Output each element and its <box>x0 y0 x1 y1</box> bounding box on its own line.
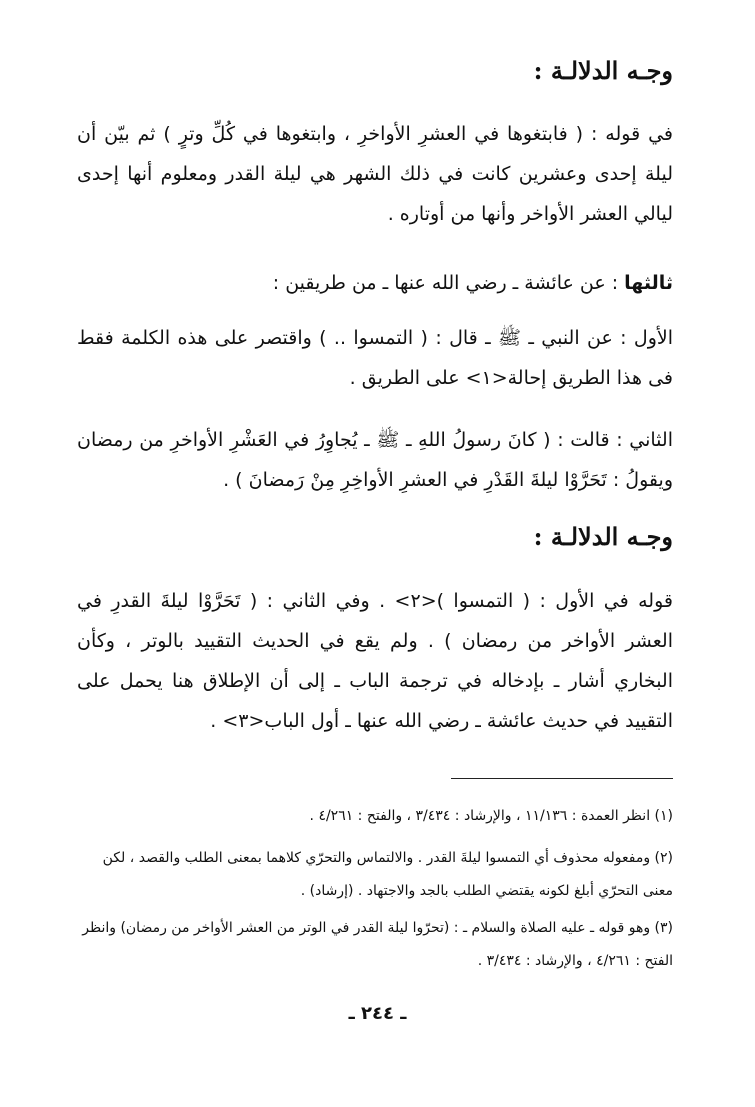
third-text: : عن عائشة ـ رضي الله عنها ـ من طريقين : <box>272 272 625 294</box>
paragraph-evidence-2: قوله في الأول : ( التمسوا )<٢> . وفي الثاني : ( تَحَرَّوْا ليلةَ القدرِ في العشر الأواخر من رمضان ) . ولم يقع في الحديث التقييد بالوتر ، وكأن البخاري أشار ـ بإدخاله في ترجمة الباب ـ إلى أن الإطلاق هنا يحمل على التقييد في حديث عائشة ـ رضي الله عنها ـ أول الباب<٣> . <box>77 590 673 732</box>
paragraph-third-narration <box>77 263 673 303</box>
page-number: ـ ٢٤٤ ـ <box>348 1003 407 1024</box>
footnote-separator <box>451 778 673 779</box>
section-heading-evidence-2: وجـه الدلالـة : <box>533 522 673 551</box>
footnote-1: (١) انظر العمدة : ١١/١٣٦ ، والإرشاد : ٣/٤٣٤ ، والفتح : ٤/٢٦١ . <box>309 808 673 824</box>
section-heading-evidence-1: وجـه الدلالـة : <box>533 56 673 85</box>
paragraph-evidence-1: في قوله : ( فابتغوها في العشرِ الأواخرِ ، وابتغوها في كُلِّ وترٍ ) ثم بيّن أن ليلة إحدى وعشرين كانت في ذلك الشهر هي ليلة القدر ومعلوم أنها إحدى ليالي العشر الأواخر وأنها من أوتاره . <box>77 123 673 225</box>
footnote-3: (٣) وهو قوله ـ عليه الصلاة والسلام ـ : (تحرّوا ليلة القدر في الوتر من العشر الأواخر من رمضان) وانظر الفتح : ٤/٢٦١ ، والإرشاد : ٣/٤٣٤ . <box>82 920 673 969</box>
paragraph-first-way: الأول : عن النبي ـ ﷺ ـ قال : ( التمسوا .. ) واقتصر على هذه الكلمة فقط فى هذا الطريق إحالة<١> على الطريق . <box>77 327 673 389</box>
third-lead-word: ثالثها <box>624 272 673 294</box>
footnote-2: (٢) ومفعوله محذوف أي التمسوا ليلةَ القدر . والالتماس والتحرّي كلاهما بمعنى الطلب والقصد ، لكن معنى التحرّي أبلغ لكونه يقتضي الطلب بالجد والاجتهاد . (إرشاد) . <box>102 850 673 899</box>
paragraph-second-way: الثاني : قالت : ( كانَ رسولُ اللهِ ـ ﷺ ـ يُجاوِرُ في العَشْرِ الأواخرِ من رمضان ويقولُ : تَحَرَّوْا ليلةَ القَدْرِ في العشرِ الأواخِرِ مِنْ رَمضانَ ) . <box>77 429 673 491</box>
